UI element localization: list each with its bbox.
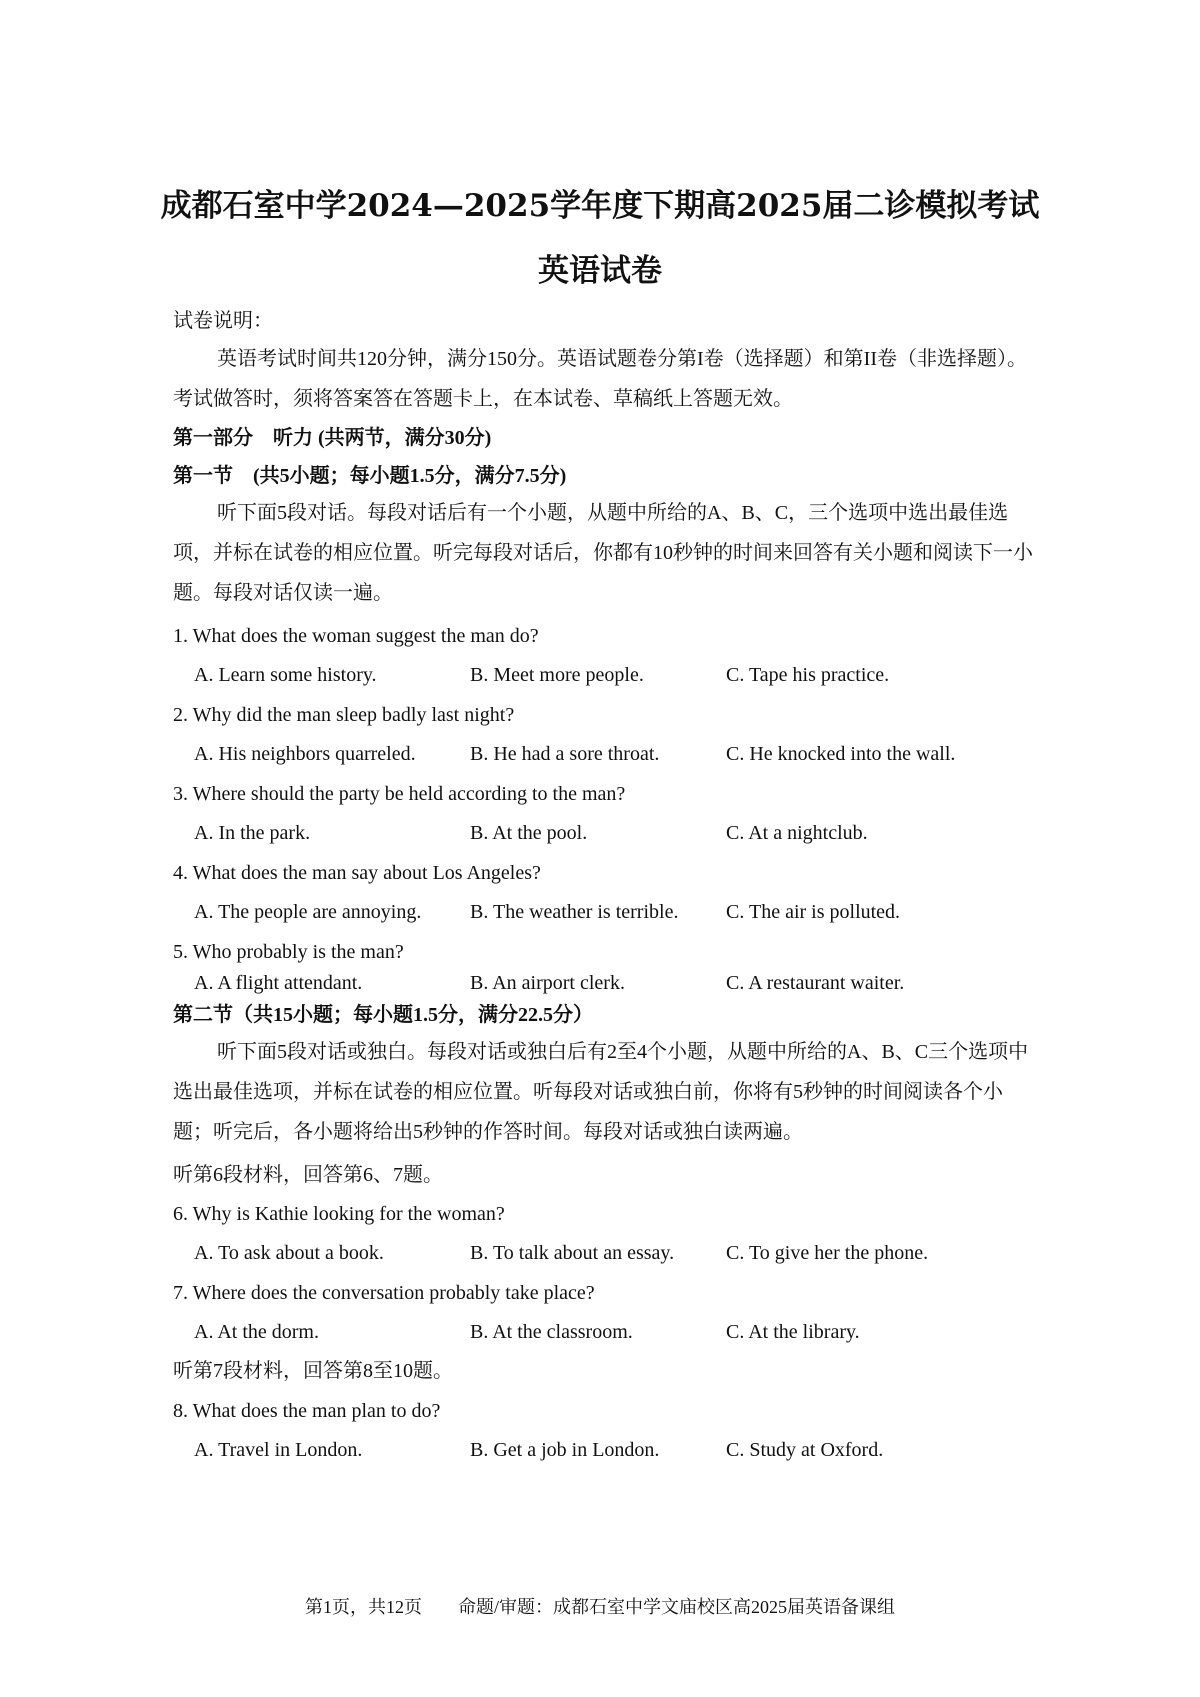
option-c: C. At the library. <box>726 1321 860 1343</box>
question-1: 1. What does the woman suggest the man do? <box>173 625 539 647</box>
option-a: A. Learn some history. <box>194 664 377 686</box>
question-4: 4. What does the man say about Los Angeles? <box>173 862 541 884</box>
material-6-note: 听第6段材料，回答第6、7题。 <box>173 1164 443 1186</box>
section2-instructions <box>173 1032 1035 1152</box>
section1-instructions <box>173 493 1035 613</box>
option-b: B. He had a sore throat. <box>470 743 660 765</box>
page-title: 成都石室中学2024—2025学年度下期高2025届二诊模拟考试 <box>160 188 1040 224</box>
intro-heading: 试卷说明： <box>173 310 273 332</box>
option-b: B. Meet more people. <box>470 664 644 686</box>
section2-instructions-content: 听下面5段对话或独白。每段对话或独白后有2至4个小题，从题中所给的A、B、C三个选项中选出最佳选项，并标在试卷的相应位置。听每段对话或独白前，你将有5秒钟的时间阅读各个小题；听完后，各小题将给出5秒钟的作答时间。每段对话或独白读两遍。 <box>173 1041 1029 1143</box>
option-b: B. An airport clerk. <box>470 972 625 994</box>
option-b: B. The weather is terrible. <box>470 901 679 923</box>
page-footer: 第1页，共12页 命题/审题：成都石室中学文庙校区高2025届英语备课组 <box>305 1597 895 1617</box>
page-subtitle: 英语试卷 <box>538 253 662 289</box>
option-a: A. In the park. <box>194 822 311 844</box>
option-c: C. The air is polluted. <box>726 901 901 923</box>
section1-heading: 第一节 (共5小题；每小题1.5分，满分7.5分) <box>173 465 567 487</box>
material-7-note: 听第7段材料，回答第8至10题。 <box>173 1360 453 1382</box>
question-8: 8. What does the man plan to do? <box>173 1400 441 1422</box>
option-b: B. To talk about an essay. <box>470 1242 675 1264</box>
option-c: C. To give her the phone. <box>726 1242 929 1264</box>
option-a: A. A flight attendant. <box>194 972 363 994</box>
option-c: C. A restaurant waiter. <box>726 972 905 994</box>
option-b: B. Get a job in London. <box>470 1439 660 1461</box>
option-a: A. To ask about a book. <box>194 1242 384 1264</box>
question-2: 2. Why did the man sleep badly last night? <box>173 704 515 726</box>
option-a: A. His neighbors quarreled. <box>194 743 416 765</box>
intro-text-content: 英语考试时间共120分钟，满分150分。英语试题卷分第I卷（选择题）和第II卷（非选择题）。考试做答时，须将答案答在答题卡上，在本试卷、草稿纸上答题无效。 <box>173 348 1027 410</box>
option-a: A. The people are annoying. <box>194 901 422 923</box>
option-c: C. He knocked into the wall. <box>726 743 956 765</box>
intro-text <box>173 339 1035 419</box>
option-c: C. At a nightclub. <box>726 822 868 844</box>
section1-instructions-content: 听下面5段对话。每段对话后有一个小题，从题中所给的A、B、C，三个选项中选出最佳选项，并标在试卷的相应位置。听完每段对话后，你都有10秒钟的时间来回答有关小题和阅读下一小题。每段对话仅读一遍。 <box>173 502 1033 604</box>
option-c: C. Tape his practice. <box>726 664 890 686</box>
question-5: 5. Who probably is the man? <box>173 941 404 963</box>
option-a: A. Travel in London. <box>194 1439 363 1461</box>
option-a: A. At the dorm. <box>194 1321 319 1343</box>
question-3: 3. Where should the party be held according to the man? <box>173 783 626 805</box>
part1-heading: 第一部分 听力 (共两节，满分30分) <box>173 427 492 449</box>
section2-heading: 第二节（共15小题；每小题1.5分，满分22.5分） <box>173 1004 593 1026</box>
question-6: 6. Why is Kathie looking for the woman? <box>173 1203 505 1225</box>
option-b: B. At the classroom. <box>470 1321 633 1343</box>
question-7: 7. Where does the conversation probably take place? <box>173 1282 595 1304</box>
option-c: C. Study at Oxford. <box>726 1439 884 1461</box>
option-b: B. At the pool. <box>470 822 588 844</box>
